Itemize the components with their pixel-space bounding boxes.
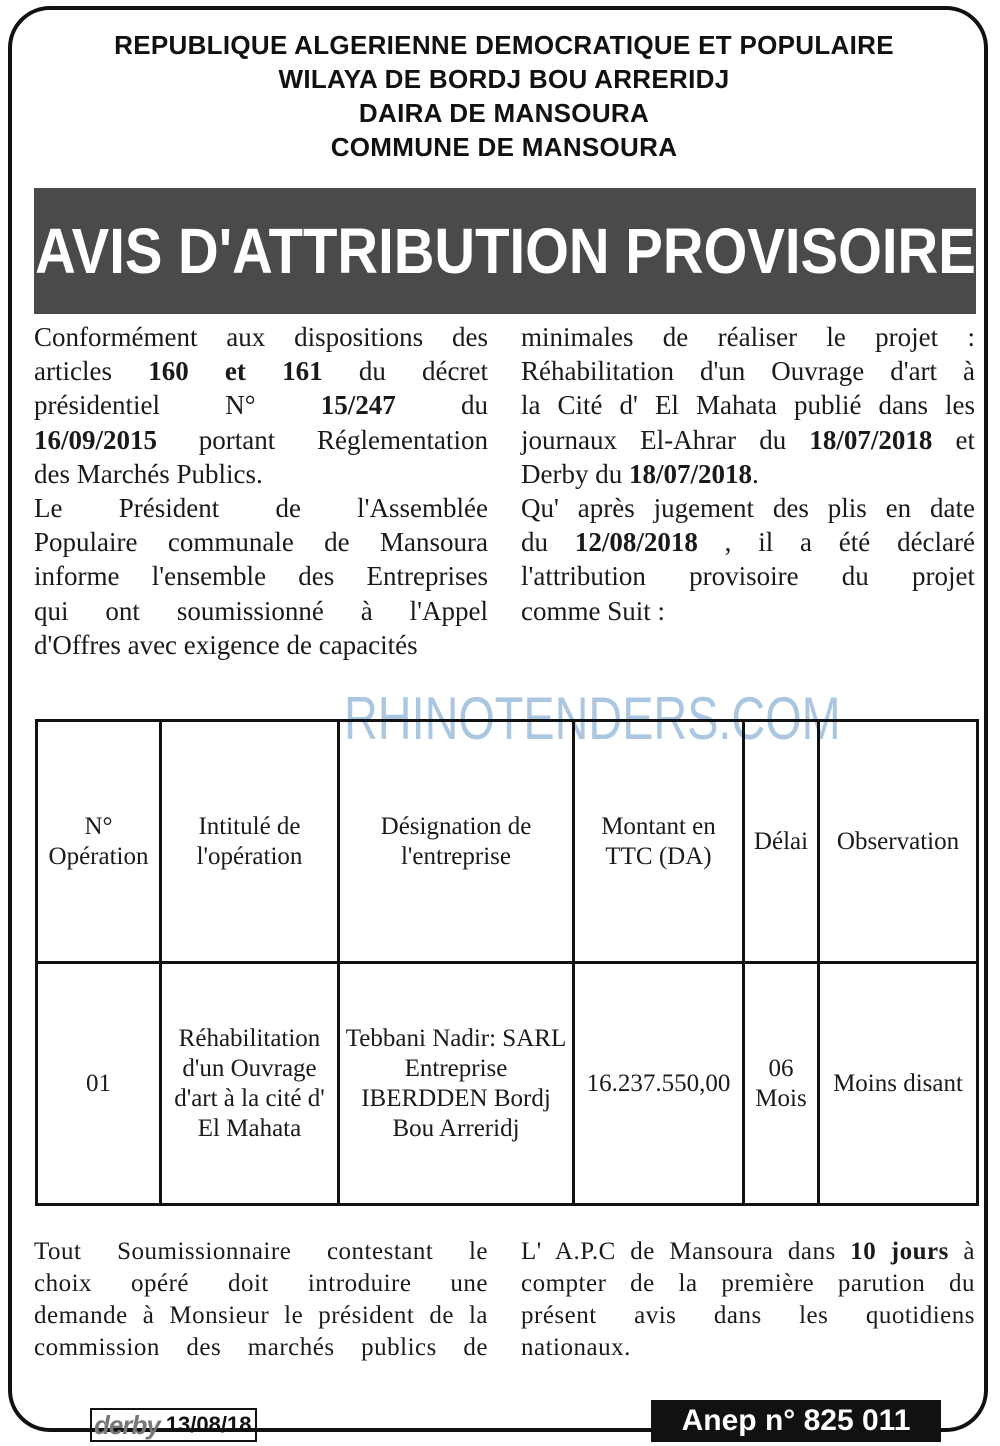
award-table (35, 719, 979, 1206)
text-line: L' A.P.C de Mansoura dans 10 jours à (521, 1238, 975, 1265)
title-banner (34, 188, 976, 314)
header-observation: Observation (819, 721, 978, 963)
text-line: nationaux. (521, 1334, 631, 1361)
header-line-daira: DAIRA DE MANSOURA (358, 98, 650, 128)
watermark: RHINOTENDERS.COM (344, 685, 841, 752)
text-line: minimales de réaliser le projet : (521, 322, 975, 352)
text-line: Populaire communale de Mansoura (34, 527, 488, 558)
text-line: Le Président de l'Assemblée (34, 493, 488, 524)
header-line-wilaya: WILAYA DE BORDJ BOU ARRERIDJ (278, 64, 730, 94)
header (34, 28, 974, 164)
text-line: choix opéré doit introduire une (34, 1270, 488, 1297)
text-line: Conformément aux dispositions des (34, 322, 488, 352)
header-entreprise: Désignation de l'entreprise (339, 721, 574, 963)
table-header-row (37, 721, 978, 963)
text-line: la Cité d' El Mahata publié dans les (521, 390, 975, 421)
anep-number: Anep n° 825 011 (651, 1400, 941, 1442)
text-line: présidentiel N° 15/247 du (34, 390, 488, 421)
header-numero: N° Opération (37, 721, 161, 963)
footer-left-column (34, 1236, 488, 1364)
text-line: présent avis dans les quotidiens (521, 1302, 975, 1329)
publication-date: 13/08/18 (165, 1412, 252, 1437)
header-intitule: Intitulé de l'opération (161, 721, 339, 963)
text-line: du 12/08/2018 , il a été déclaré (521, 527, 975, 558)
newspaper-logo: derby (94, 1409, 160, 1440)
text-line: compter de la première parution du (521, 1270, 975, 1297)
cell-intitule: Réhabilitation d'un Ouvrage d'art à la cité d' El Mahata (161, 963, 339, 1205)
text-line: commission des marchés publics de (34, 1334, 488, 1361)
cell-delai: 06 Mois (744, 963, 819, 1205)
text-line: informe l'ensemble des Entreprises (34, 561, 488, 592)
text-line: journaux El-Ahrar du 18/07/2018 et (521, 424, 975, 455)
text-line: Tout Soumissionnaire contestant le (34, 1238, 488, 1265)
header-line-commune: COMMUNE DE MANSOURA (330, 132, 678, 162)
text-line: demande à Monsieur le président de la (34, 1302, 488, 1329)
text-line: Réhabilitation d'un Ouvrage d'art à (521, 356, 975, 387)
text-line: d'Offres avec exigence de capacités (34, 629, 418, 660)
text-line: articles 160 et 161 du décret (34, 356, 488, 387)
intro-right-column (521, 320, 975, 628)
newspaper-source (90, 1408, 257, 1442)
footer-right-column (521, 1236, 975, 1364)
cell-numero: 01 (37, 963, 161, 1205)
text-line: Qu' après jugement des plis en date (521, 493, 975, 524)
intro-left-column (34, 320, 488, 662)
notice-title: AVIS D'ATTRIBUTION PROVISOIRE (34, 215, 976, 287)
header-montant: Montant en TTC (DA) (574, 721, 744, 963)
table-row (37, 963, 978, 1205)
text-line: des Marchés Publics. (34, 458, 263, 489)
header-line-republic: REPUBLIQUE ALGERIENNE DEMOCRATIQUE ET POPULAIRE (114, 30, 894, 60)
text-line: qui ont soumissionné à l'Appel (34, 595, 488, 626)
text-line: Derby du 18/07/2018. (521, 458, 759, 489)
cell-observation: Moins disant (819, 963, 978, 1205)
text-line: 16/09/2015 portant Réglementation (34, 424, 488, 455)
cell-entreprise: Tebbani Nadir: SARL Entreprise IBERDDEN Bordj Bou Arreridj (339, 963, 574, 1205)
header-delai: Délai (744, 721, 819, 963)
text-line: comme Suit : (521, 595, 665, 626)
cell-montant: 16.237.550,00 (574, 963, 744, 1205)
text-line: l'attribution provisoire du projet (521, 561, 975, 592)
